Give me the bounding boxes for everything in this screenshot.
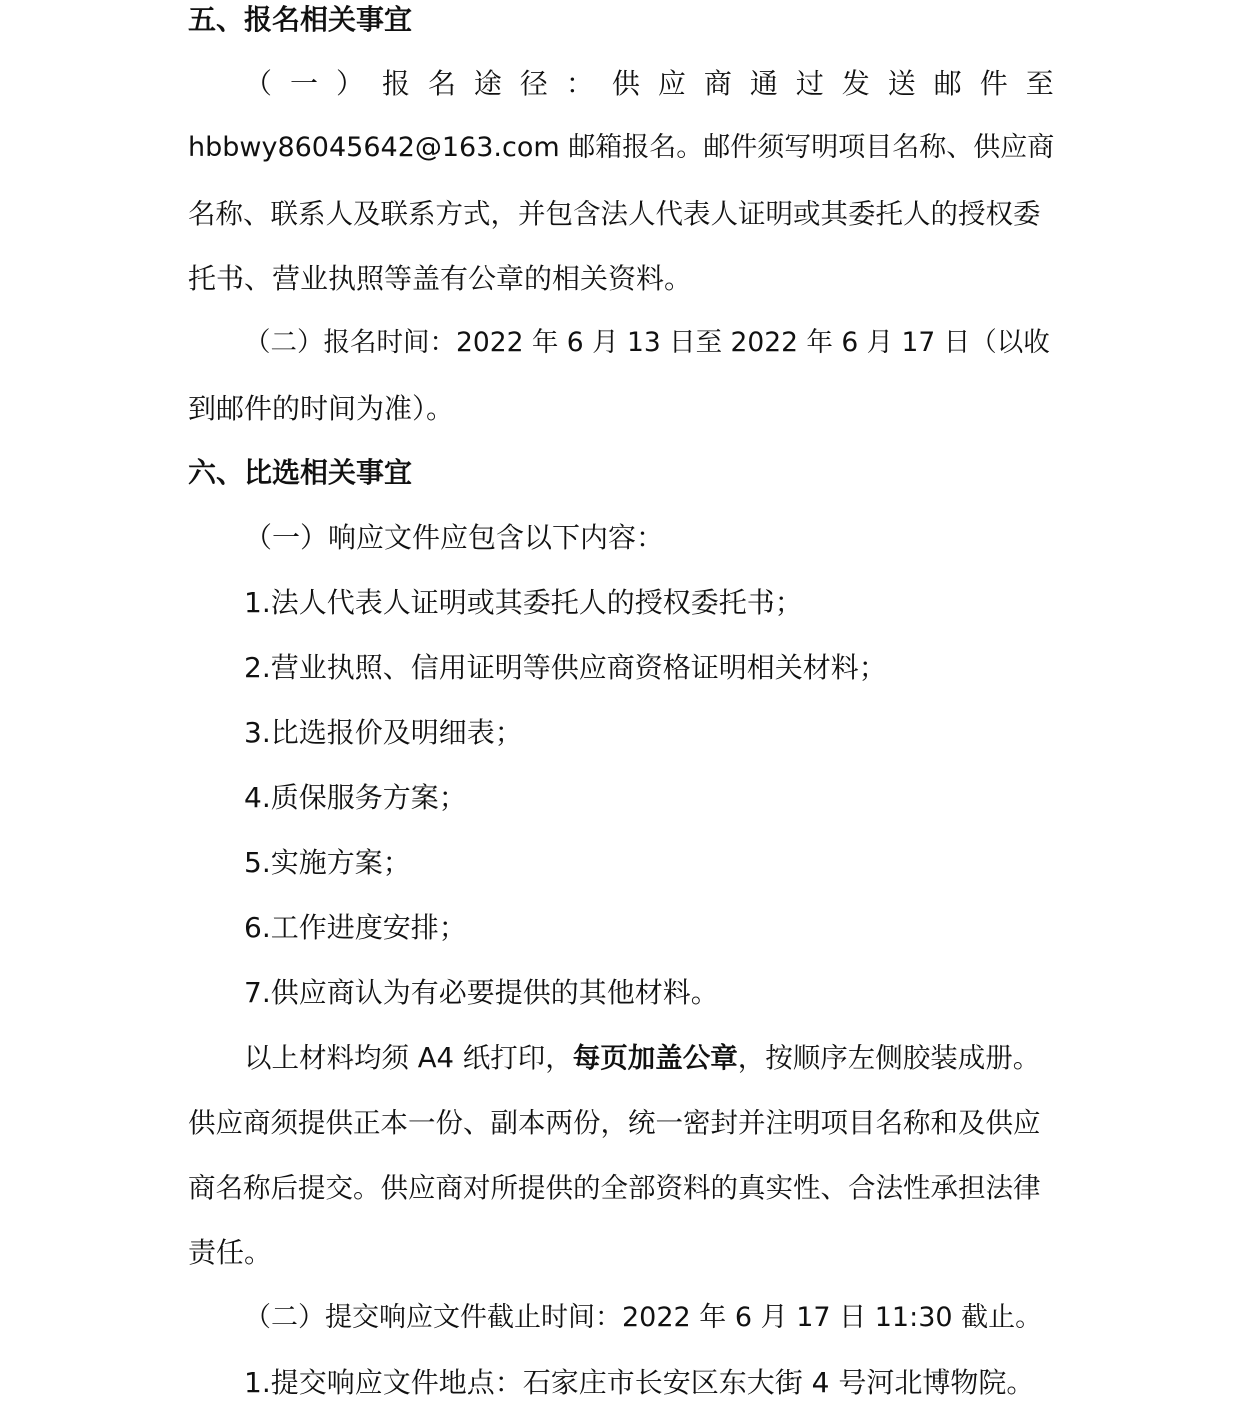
section-6-heading: 六、比选相关事宜 bbox=[188, 456, 413, 489]
submission-location: 1.提交响应文件地点：石家庄市长安区东大街 4 号河北博物院。 bbox=[244, 1366, 1035, 1399]
justified-char: 过 bbox=[795, 67, 824, 100]
binding-note-text: ，按顺序左侧胶装成册。 bbox=[737, 1042, 1041, 1074]
binding-note-line-2: 供应商须提供正本一份、副本两份，统一密封并注明项目名称和及供应 bbox=[188, 1107, 1041, 1139]
justified-char: 件 bbox=[979, 67, 1008, 100]
section-5-item-1-line-2: hbbwy86045642@163.com 邮箱报名。邮件须写明项目名称、供应商 bbox=[188, 132, 1055, 163]
justified-char: 径 bbox=[519, 67, 548, 100]
requirement-list-item: 6.工作进度安排； bbox=[244, 911, 467, 944]
section-5-item-1-line-1 bbox=[244, 64, 1054, 104]
binding-note-line-1 bbox=[244, 1038, 1040, 1078]
justified-char: 名 bbox=[427, 67, 456, 100]
justified-char: 途 bbox=[473, 67, 502, 100]
justified-char: （ bbox=[244, 67, 273, 100]
section-5-item-2-line-1: （二）报名时间：2022 年 6 月 13 日至 2022 年 6 月 17 日（以收 bbox=[244, 327, 1050, 358]
justified-char: 通 bbox=[749, 67, 778, 100]
seal-requirement-emphasis: 每页加盖公章 bbox=[572, 1042, 738, 1074]
justified-char: 送 bbox=[887, 67, 916, 100]
requirement-list-item: 3.比选报价及明细表； bbox=[244, 716, 523, 749]
justified-char: 发 bbox=[841, 67, 870, 100]
justified-char: 商 bbox=[703, 67, 732, 100]
binding-note-line-3: 商名称后提交。供应商对所提供的全部资料的真实性、合法性承担法律 bbox=[188, 1172, 1041, 1204]
requirement-list-item: 2.营业执照、信用证明等供应商资格证明相关材料； bbox=[244, 651, 887, 684]
section-6-item-1-title: （一）响应文件应包含以下内容： bbox=[244, 521, 665, 554]
binding-note-text: 以上材料均须 A4 纸打印， bbox=[244, 1042, 573, 1074]
justified-char: ： bbox=[565, 67, 594, 100]
justified-char: 一 bbox=[289, 67, 318, 100]
justified-char: 报 bbox=[381, 67, 410, 100]
justified-char: 供 bbox=[611, 67, 640, 100]
section-6-item-2-title: （二）提交响应文件截止时间：2022 年 6 月 17 日 11:30 截止。 bbox=[244, 1302, 1043, 1333]
section-5-item-1-line-3: 名称、联系人及联系方式，并包含法人代表人证明或其委托人的授权委 bbox=[188, 198, 1041, 230]
justified-char: 至 bbox=[1025, 67, 1054, 100]
requirement-list-item: 1.法人代表人证明或其委托人的授权委托书； bbox=[244, 586, 803, 619]
requirement-list-item: 5.实施方案； bbox=[244, 846, 411, 879]
section-5-item-2-line-2: 到邮件的时间为准）。 bbox=[188, 392, 455, 425]
justified-char: 应 bbox=[657, 67, 686, 100]
justified-char: ） bbox=[335, 67, 364, 100]
requirement-list-item: 7.供应商认为有必要提供的其他材料。 bbox=[244, 976, 719, 1009]
section-5-heading: 五、报名相关事宜 bbox=[188, 3, 413, 36]
justified-char: 邮 bbox=[933, 67, 962, 100]
binding-note-line-4: 责任。 bbox=[188, 1236, 273, 1269]
requirement-list-item: 4.质保服务方案； bbox=[244, 781, 467, 814]
section-5-item-1-line-4: 托书、营业执照等盖有公章的相关资料。 bbox=[188, 262, 693, 295]
